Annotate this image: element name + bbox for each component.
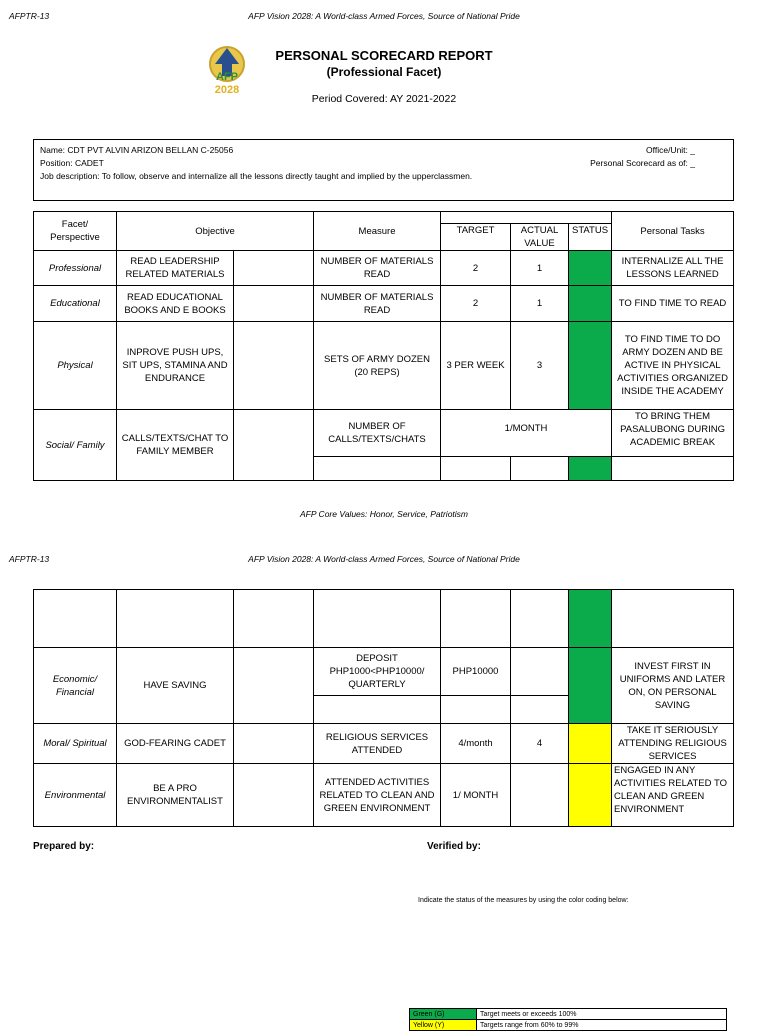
header-personal-tasks: Personal Tasks bbox=[612, 212, 734, 251]
status-cell bbox=[569, 251, 612, 286]
report-subtitle: (Professional Facet) bbox=[326, 65, 442, 79]
status-cell bbox=[569, 764, 612, 827]
header-objective: Objective bbox=[117, 212, 314, 251]
header-target: TARGET bbox=[441, 224, 511, 251]
header-facet: Facet/ Perspective bbox=[34, 212, 117, 251]
status-cell bbox=[569, 648, 612, 724]
header-measure: Measure bbox=[314, 212, 441, 251]
core-values: AFP Core Values: Honor, Service, Patriotism bbox=[299, 509, 469, 519]
table-row: Environmental BE A PRO ENVIRONMENTALIST ATTENDED ACTIVITIES RELATED TO CLEAN AND GREEN ENVIRONMENT 1/ MONTH ENGAGED IN ANY ACTIVITIES RELATED TO CLEAN AND GREEN ENVIRONMENT bbox=[34, 764, 734, 827]
legend-note: Indicate the status of the measures by using the color coding below: bbox=[418, 897, 629, 904]
status-cell bbox=[569, 590, 612, 648]
prepared-by-label: Prepared by: bbox=[33, 841, 95, 852]
position: Position: CADET bbox=[40, 158, 104, 168]
form-code-page-2: AFPTR-13 bbox=[9, 554, 50, 564]
header-actual: ACTUAL VALUE bbox=[511, 224, 569, 251]
table-row: Economic/ Financial HAVE SAVING DEPOSIT PHP1000<PHP10000/ QUARTERLY PHP10000 INVEST FIRST IN UNIFORMS AND LATER ON, ON PERSONAL SAVING bbox=[34, 648, 734, 696]
form-code: AFPTR-13 bbox=[9, 11, 50, 21]
header-status: STATUS bbox=[569, 224, 612, 251]
status-legend bbox=[409, 1008, 727, 1031]
table-row: Physical INPROVE PUSH UPS, SIT UPS, STAMINA AND ENDURANCE SETS OF ARMY DOZEN (20 REPS) 3 PER WEEK 3 TO FIND TIME TO DO ARMY DOZEN AND BE ACTIVE IN PHYSICAL ACTIVITIES ORGANIZED INSIDE THE ACADEMY bbox=[34, 322, 734, 410]
info-box bbox=[33, 139, 734, 201]
report-title: PERSONAL SCORECARD REPORT bbox=[275, 48, 493, 63]
legend-row: Green (G) Target meets or exceeds 100% bbox=[410, 1009, 727, 1020]
status-cell bbox=[569, 322, 612, 410]
vision-statement-page-2: AFP Vision 2028: A World-class Armed Forces, Source of National Pride bbox=[248, 554, 520, 564]
status-cell bbox=[569, 457, 612, 481]
status-cell bbox=[569, 286, 612, 322]
status-cell bbox=[569, 724, 612, 764]
scorecard-table-2 bbox=[33, 589, 734, 827]
scorecard-table-1 bbox=[33, 211, 734, 481]
cadet-name: Name: CDT PVT ALVIN ARIZON BELLAN C-25056 bbox=[40, 145, 234, 155]
table-row: Social/ Family CALLS/TEXTS/CHAT TO FAMILY MEMBER NUMBER OF CALLS/TEXTS/CHATS 1/MONTH TO BRING THEM PASALUBONG DURING ACADEMIC BREAK bbox=[34, 410, 734, 457]
period-covered: Period Covered: AY 2021-2022 bbox=[311, 93, 457, 105]
office-unit: Office/Unit: _ bbox=[646, 145, 695, 155]
table-row: Educational READ EDUCATIONAL BOOKS AND E BOOKS NUMBER OF MATERIALS READ 2 1 TO FIND TIME TO READ bbox=[34, 286, 734, 322]
logo-text-top: AFP bbox=[216, 71, 238, 83]
table-row: Professional READ LEADERSHIP RELATED MATERIALS NUMBER OF MATERIALS READ 2 1 INTERNALIZE ALL THE LESSONS LEARNED bbox=[34, 251, 734, 286]
job-description: Job description: To follow, observe and internalize all the lessons directly taught and implied by the upperclassmen. bbox=[40, 171, 473, 181]
logo-text-bottom: 2028 bbox=[214, 84, 240, 96]
legend-row: Yellow (Y) Targets range from 60% to 99% bbox=[410, 1020, 727, 1031]
scorecard-as-of: Personal Scorecard as of: _ bbox=[590, 158, 695, 168]
verified-by-label: Verified by: bbox=[427, 841, 481, 852]
table-row: Moral/ Spiritual GOD-FEARING CADET RELIGIOUS SERVICES ATTENDED 4/month 4 TAKE IT SERIOUSLY ATTENDING RELIGIOUS SERVICES bbox=[34, 724, 734, 764]
vision-statement: AFP Vision 2028: A World-class Armed Forces, Source of National Pride bbox=[248, 11, 520, 21]
